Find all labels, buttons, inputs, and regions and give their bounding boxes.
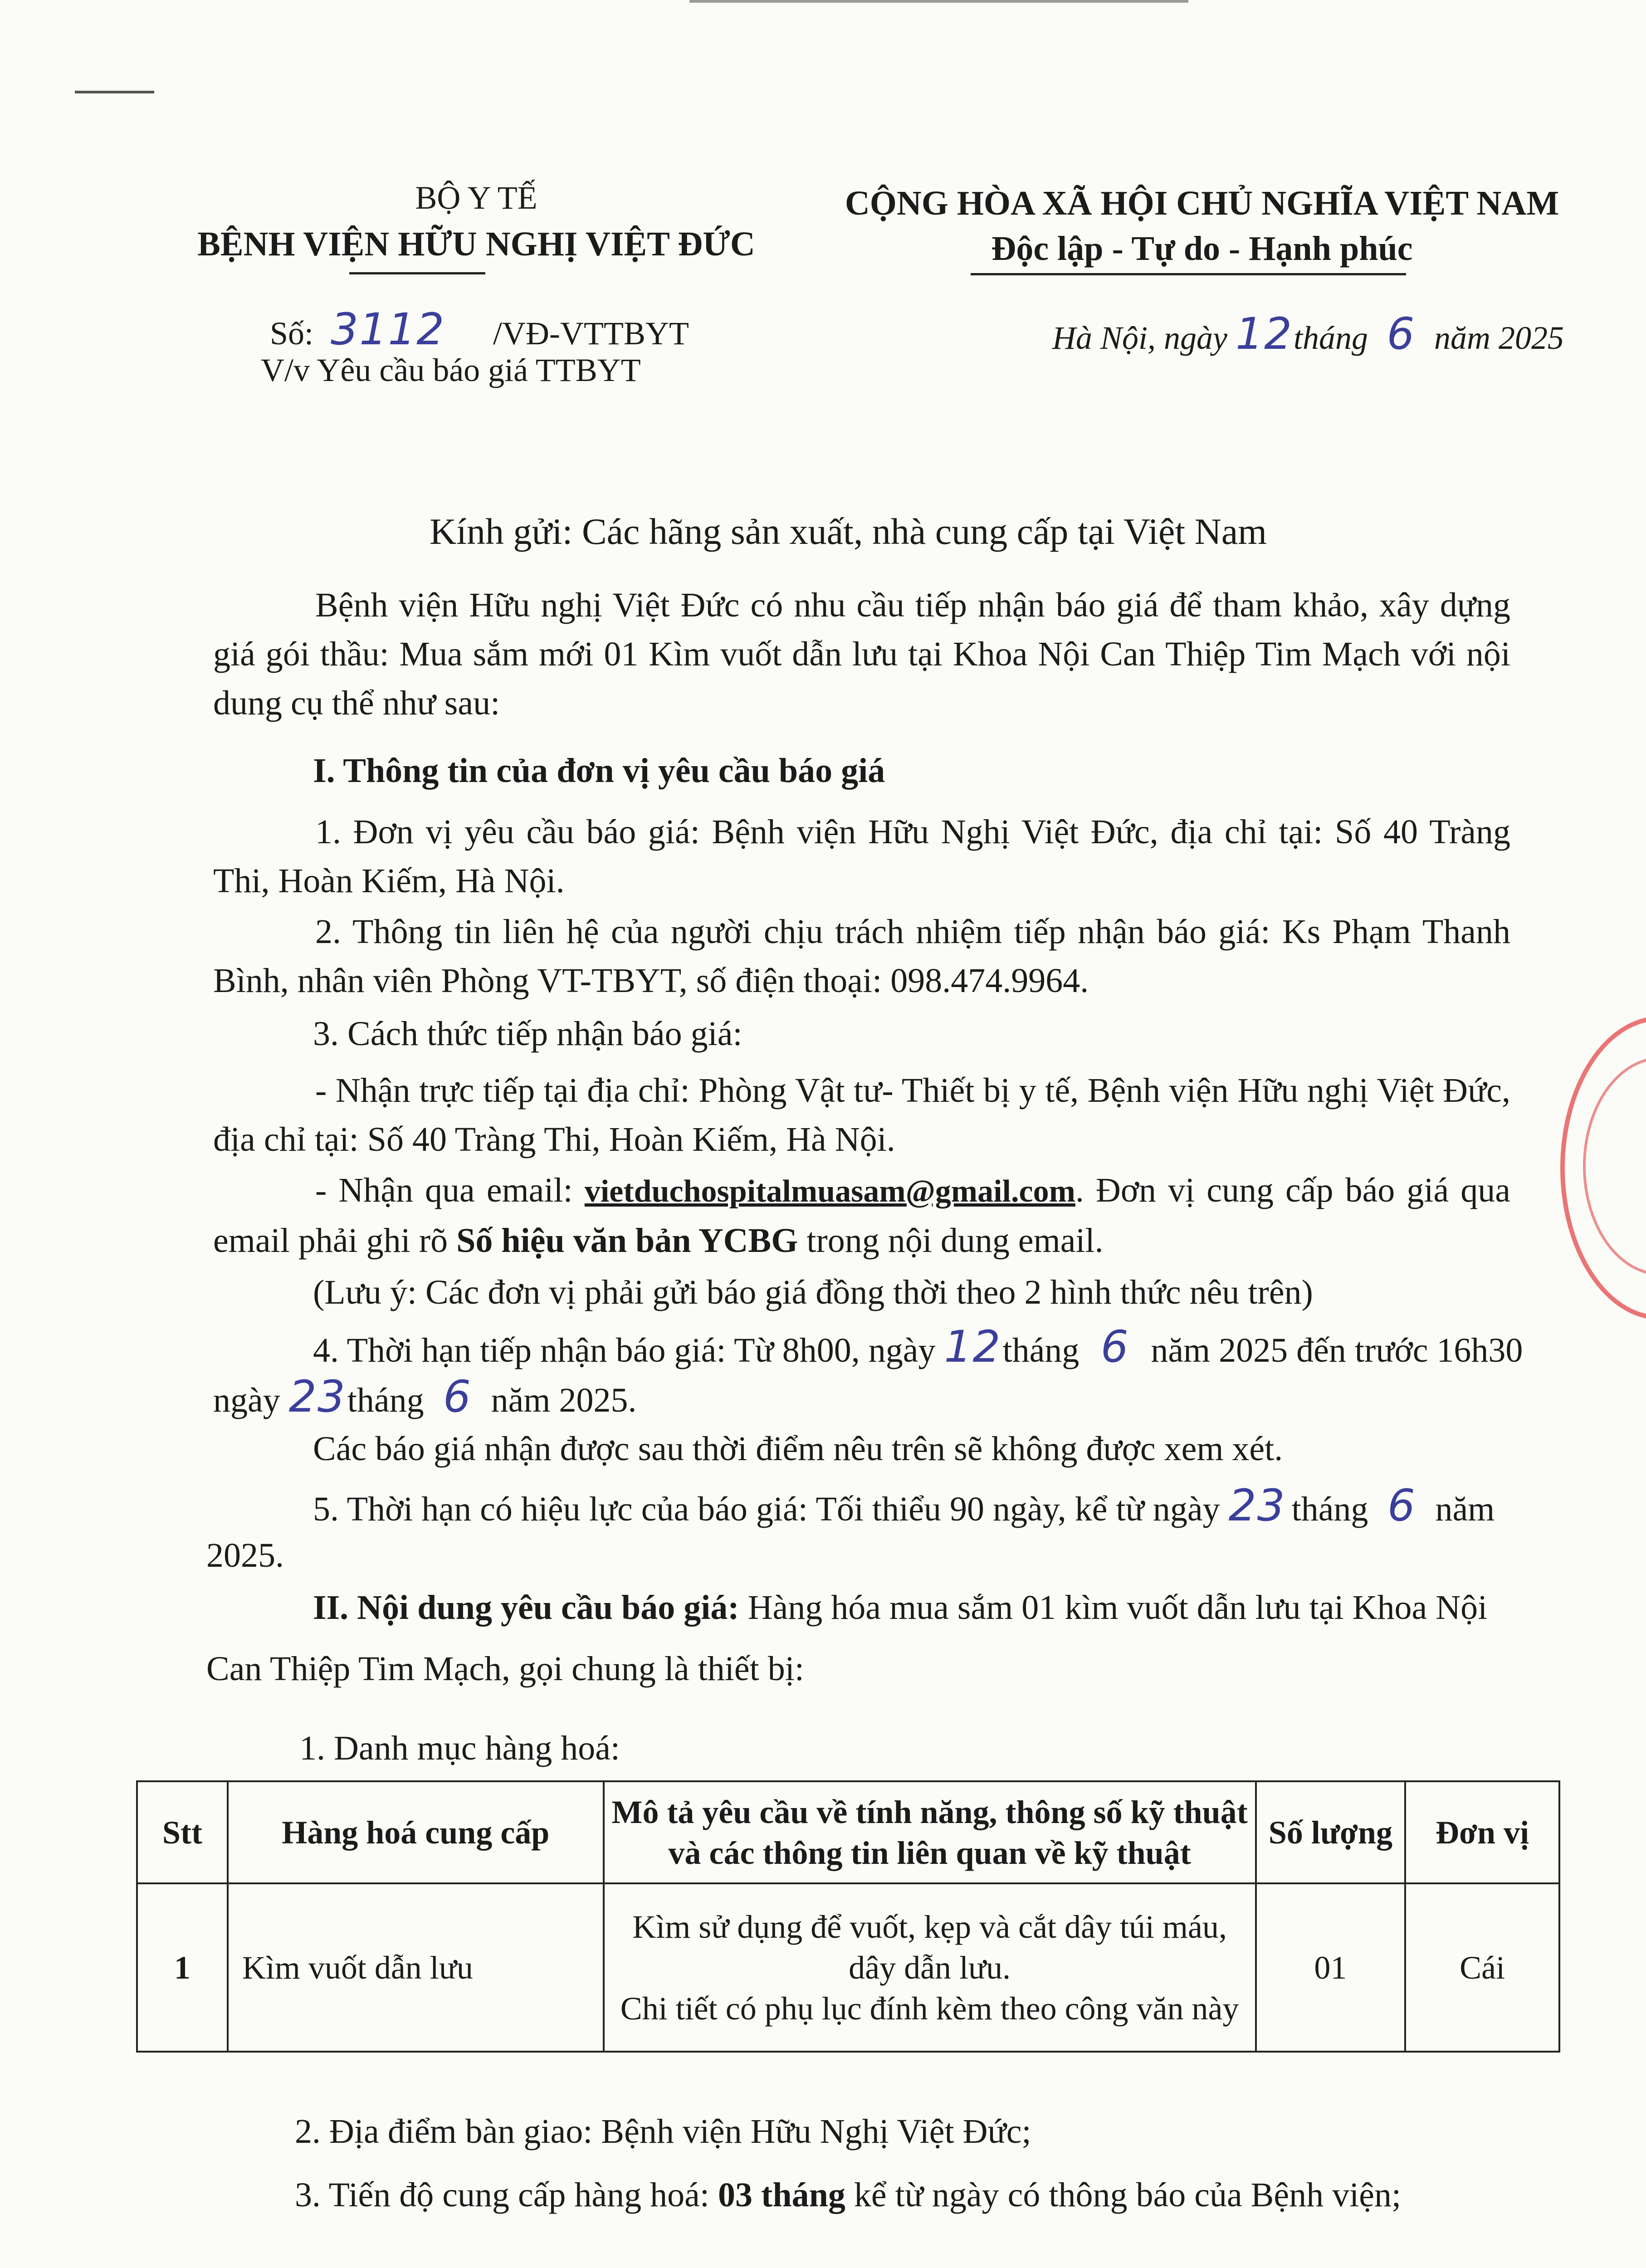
motto: Độc lập - Tự do - Hạnh phúc <box>991 230 1413 268</box>
item4-day2: 23 <box>288 1371 346 1422</box>
section-2-line1 <box>313 1583 1487 1632</box>
item4-month2: 6 <box>443 1371 472 1422</box>
so-label: Số: <box>270 315 314 352</box>
header-unit: Đơn vị <box>1405 1781 1559 1883</box>
email-link[interactable]: vietduchospitalmuasam@gmail.com <box>584 1174 1075 1209</box>
info-item-5-line1 <box>313 1481 1495 1534</box>
section-2-text: Hàng hóa mua sắm 01 kìm vuốt dẫn lưu tại Khoa Nội <box>739 1589 1488 1627</box>
item5-b: tháng <box>1291 1490 1368 1528</box>
email-mid: . Đơn vị cung cấp báo giá qua email phải ghi rõ <box>213 1171 1510 1260</box>
note-text: (Lưu ý: Các đơn vị phải gửi báo giá đồng thời theo 2 hình thức nêu trên) <box>313 1273 1313 1311</box>
ministry-name: BỘ Y TẾ <box>415 180 537 216</box>
cell-description <box>604 1883 1256 2052</box>
header-stt: Stt <box>137 1781 228 1883</box>
description-line-1: Kìm sử dụng để vuốt, kẹp và cắt dây túi máu, dây dẫn lưu. <box>632 1908 1227 1986</box>
intro-paragraph: Bệnh viện Hữu nghị Việt Đức có nhu cầu tiếp nhận báo giá để tham khảo, xây dựng giá gói thầu: Mua sắm mới 01 Kìm vuốt dẫn lưu tại Khoa Nội Can Thiệp Tim Mạch với nội dung cụ thể như sau: <box>213 586 1510 722</box>
ycbg-bold: Số hiệu văn bản YCBG <box>456 1222 798 1260</box>
item4-month1: 6 <box>1100 1321 1129 1372</box>
info-item-3b <box>213 1166 1510 1265</box>
schedule-prefix: 3. Tiến độ cung cấp hàng hoá: <box>295 2176 718 2214</box>
date-month: 6 <box>1387 308 1416 359</box>
scan-mark <box>75 91 154 93</box>
item4-day1: 12 <box>944 1321 1001 1372</box>
document-date <box>1052 308 1564 359</box>
document-number <box>270 304 689 355</box>
hospital-name: BỆNH VIỆN HỮU NGHỊ VIỆT ĐỨC <box>197 225 755 263</box>
cell-stt: 1 <box>137 1883 228 2052</box>
item4-b: tháng <box>1002 1331 1079 1369</box>
date-prefix: Hà Nội, ngày <box>1052 320 1227 356</box>
cell-quantity: 01 <box>1256 1883 1406 2052</box>
header-description: Mô tả yêu cầu về tính năng, thông số kỹ thuật và các thông tin liên quan về kỹ thuật <box>604 1781 1256 1883</box>
email-prefix: - Nhận qua email: <box>315 1171 585 1209</box>
delivery-location: 2. Địa điểm bàn giao: Bệnh viện Hữu Nghị Việt Đức; <box>295 2112 1031 2151</box>
schedule-suffix: kể từ ngày có thông báo của Bệnh viện; <box>845 2176 1402 2214</box>
info-item-3: 3. Cách thức tiếp nhận báo giá: <box>313 1015 742 1053</box>
item5-day: 23 <box>1228 1480 1286 1531</box>
goods-list-title: 1. Danh mục hàng hoá: <box>299 1729 620 1767</box>
table-row <box>137 1883 1559 2052</box>
greeting: Kính gửi: Các hãng sản xuất, nhà cung cấp tại Việt Nam <box>429 511 1267 552</box>
info-item-5-line2: 2025. <box>206 1536 284 1574</box>
scan-top-edge <box>689 0 1188 3</box>
goods-table <box>136 1780 1560 2053</box>
delivery-schedule <box>295 2170 1401 2219</box>
date-month-label: tháng <box>1293 320 1368 356</box>
item4-e: tháng <box>347 1381 424 1419</box>
republic-title: CỘNG HÒA XÃ HỘI CHỦ NGHĨA VIỆT NAM <box>845 184 1559 222</box>
date-day: 12 <box>1235 308 1293 359</box>
item5-c: năm <box>1435 1490 1495 1528</box>
item4-a: 4. Thời hạn tiếp nhận báo giá: Từ 8h00, ngày <box>313 1331 936 1369</box>
hospital-underline <box>349 272 485 274</box>
info-item-4-line1 <box>313 1322 1523 1375</box>
header-goods: Hàng hoá cung cấp <box>228 1781 604 1883</box>
cell-unit: Cái <box>1405 1883 1559 2052</box>
item5-month: 6 <box>1387 1480 1416 1531</box>
email-suffix: trong nội dung email. <box>798 1222 1104 1260</box>
late-note: Các báo giá nhận được sau thời điểm nêu trên sẽ không được xem xét. <box>313 1430 1283 1468</box>
section-1-heading: I. Thông tin của đơn vị yêu cầu báo giá <box>313 752 885 790</box>
info-item-3a: - Nhận trực tiếp tại địa chỉ: Phòng Vật tư- Thiết bị y tế, Bệnh viện Hữu nghị Việt Đức, địa chỉ tại: Số 40 Tràng Thi, Hoàn Kiếm, Hà Nội. <box>213 1071 1510 1158</box>
info-item-4-line2 <box>213 1372 636 1425</box>
table-header-row <box>137 1781 1559 1883</box>
item5-a: 5. Thời hạn có hiệu lực của báo giá: Tối thiểu 90 ngày, kể từ ngày <box>313 1490 1220 1528</box>
item4-d: ngày <box>213 1381 280 1419</box>
cell-goods-name: Kìm vuốt dẫn lưu <box>228 1883 604 2052</box>
schedule-bold: 03 tháng <box>718 2176 845 2214</box>
header-quantity: Số lượng <box>1256 1781 1406 1883</box>
date-year: năm 2025 <box>1434 320 1564 356</box>
info-item-2: 2. Thông tin liên hệ của người chịu trách nhiệm tiếp nhận báo giá: Ks Phạm Thanh Bình, nhân viên Phòng VT-TBYT, số điện thoại: 098.474.9964. <box>213 913 1510 1000</box>
item4-c: năm 2025 đến trước 16h30 <box>1151 1331 1523 1369</box>
so-handwritten: 3112 <box>331 304 445 355</box>
item4-f: năm 2025. <box>491 1381 637 1419</box>
so-suffix: /VĐ-VTTBYT <box>493 315 689 352</box>
info-item-1: 1. Đơn vị yêu cầu báo giá: Bệnh viện Hữu Nghị Việt Đức, địa chỉ tại: Số 40 Tràng Thi, Hoàn Kiếm, Hà Nội. <box>213 813 1510 900</box>
motto-underline <box>971 273 1406 275</box>
section-2-line2: Can Thiệp Tim Mạch, gọi chung là thiết bị: <box>206 1650 804 1688</box>
section-2-heading: II. Nội dung yêu cầu báo giá: <box>313 1589 739 1627</box>
description-line-2: Chi tiết có phụ lục đính kèm theo công văn này <box>620 1990 1239 2027</box>
subject-line: V/v Yêu cầu báo giá TTBYT <box>261 352 641 388</box>
